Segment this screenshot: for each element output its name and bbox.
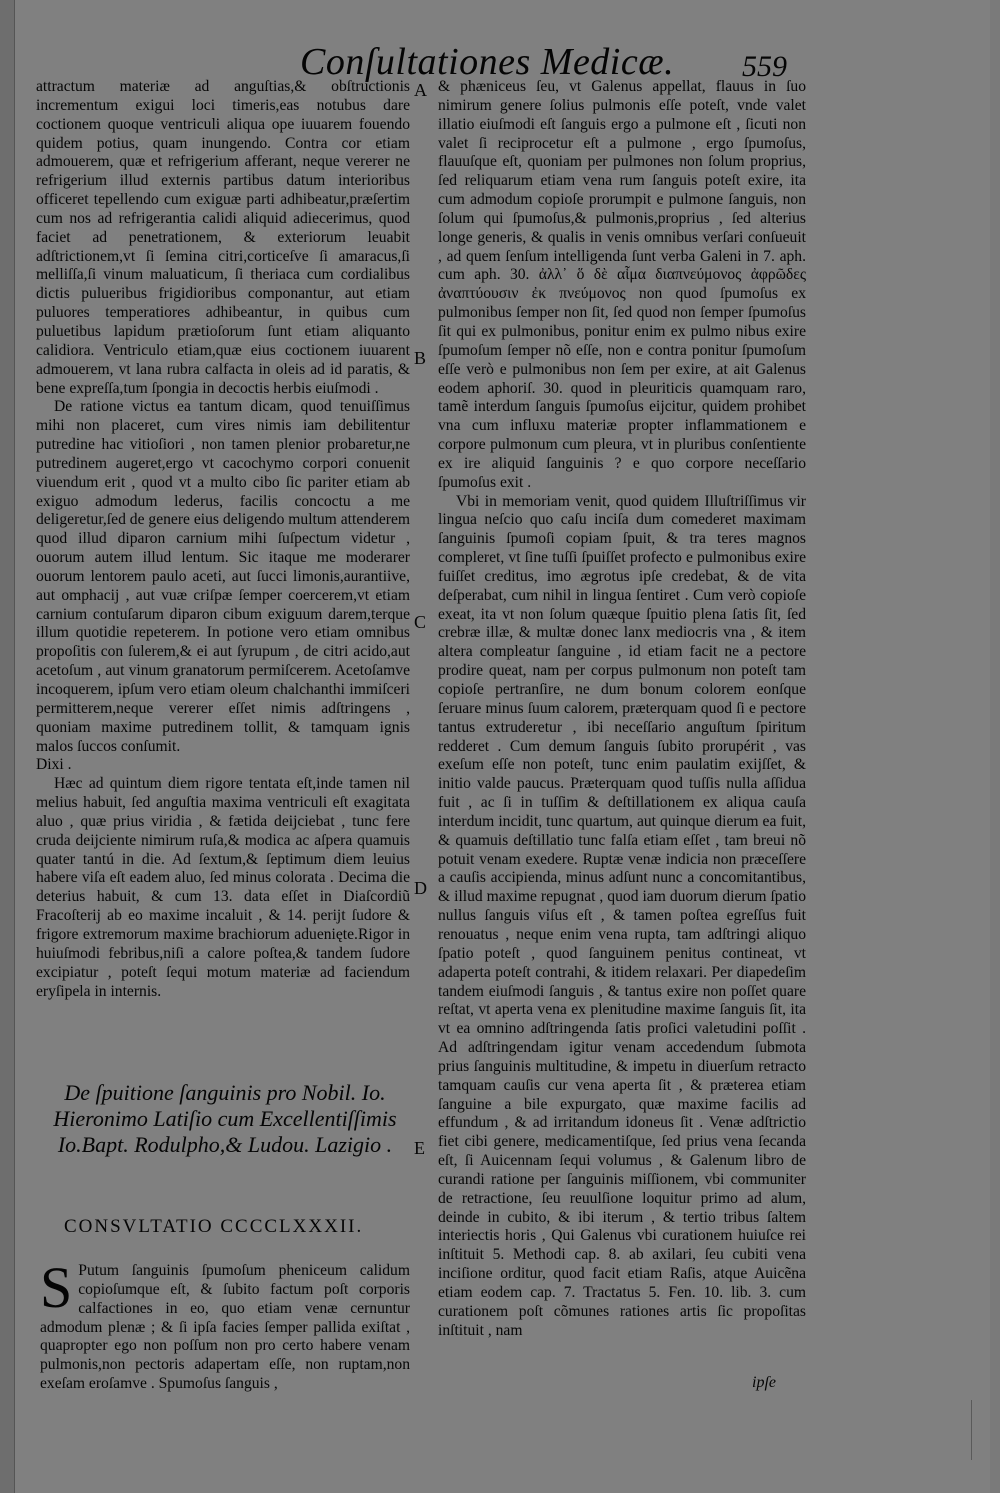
left-paragraph: attractum materiæ ad anguſtias,& obſtructionis incrementum exigui loci timeris,eas notubus dare coctionem quoque ventriculi aliqua ope iuuarem fouendo quidem potius, quam inungendo. Contra cor etiam admouerem, quæ et refrigerium afferant, neque vererer ne refrigerium illud externis partibus datum interioribus officeret tepellendo cum exiguæ parti adhibeatur,præſertim cum nos ad refrigerantia calidi aliquid adiecerimus, quod faciet ad penetrationem, & exteriorum leuabit adſtrictionem,vt ſi ſemina citri,corticeſve ſi amaracus,ſi melliſſa,ſi vinum maluaticum, ſi theriaca cum cordialibus dictis pulueribus frigidioribus componantur, aut etiam puluores temperatiores adhibeantur, in quibus cum puluetibus lapidum prætioſorum ſunt etiam aliquanto calidiora. Ventriculo etiam,quæ eius coctionem iuuarent admouerem, vt lana rubra calfacta in oleis ad id paratis, & bene expreſſa,tum ſpongia in decoctis herbis eiuſmodi . [36,78,410,397]
catchword: ipſe [752,1374,776,1391]
margin-marker-c: C [414,612,427,632]
consultation-opening [40,1255,410,1394]
margin-marker-b: B [414,348,427,368]
left-paragraph: Dixi . [36,756,72,774]
margin-marker-d: D [414,878,427,898]
margin-marker-e: E [414,1138,425,1158]
right-paragraph: Vbi in memoriam venit, quod quidem Illuſtriſſimus vir lingua neſcio quo caſu inciſa dum comederet maximam ſanguinis ſpumoſi copiam ſpuit, & tra teres magnos compleret, vt ſine tuſſi ſpuiſſet profecto e pulmonibus exire fuiſſet creditus, imo ægrotus ipſe credebat, & de vita deſperabat, cum nihil in lingua ſentiret . Cum verò copioſe exeat, ita vt non ſolum quæque ſpuitio plena ſatis ſit, ſed crebræ illæ, & multæ donec lanx mediocris vna , & item altera compleatur ſanguine , id etiam facit ne a pectore prodire queat, nam per corpus pulmonum non poteſt tam copioſe pertranſire, ne dum bonum colorem eonſque ſeruare minus ſuum calorem, præterquam quod ſi e pectore tantus extruderetur , ibi neceſſario anguſtum ſpiritum redderet . Cum demum ſanguis ſubito prorupérit , vas exeſum eſſe non poteſt, tunc enim paulatim exijſſet, & initio valde paucus. Præterquam quod tuſſis nulla aſſidua fuit , ac ſi in tuſſim & deſtillationem ex aliqua cauſa interdum incidit, tunc quartum, aut quinque dierum ea fuit, & quamuis deſtillatio tunc falſa etiam eſſet , tam breui nõ potuit venam exedere. Ruptæ venæ indicia non præceſſere a cauſis accipienda, minus adſunt nunc a concomitantibus, & illud maxime repugnat , quod iam duorum dierum ſpatio nullus ſanguis viſus eſt , & tamen poſtea egreſſus fuit renouatus , neque enim vena rupta, tam adſtringi aliquo ſpatio poteſt , quod ſanguinem penitus contineat, vt adaperta poteſt contrahi, & itidem relaxari. Per diapedeſim tandem eiuſmodi ſanguis , & tantus exire non poſſet quare reſtat, vt aperta vena ex plenitudine maxime ſanguis ſit, ita vt ea omnino adſtringenda ſatis proſici valetudini poſſit . Ad adſtringendam igitur venam accedendum ſubmota prius ſanguinis multitudine, & impetu in diuerſum retracto tamquam cauſis cur vena aperta ſit , & præterea etiam ſanguine a bile expurgato, quæ maxime facilis ad effundum , & ad irritandum idoneus ſit . Venæ adſtrictio fiet cibi genere, medicamentiſque, ſed prius vena ſecanda eſt, ſi Auicennam ſequi volumus , & Galenum libro de curandi ratione per ſanguinis miſſionem, vbi communiter de retractione, ſeu reuulſione loquitur primo ad alum, deinde in cubito, & ibi iterum , & tertio tribus ſaltem interiectis horis , Qui Galenus vbi curationem huiuſce rei inſtituit 5. Methodi cap. 8. ab axilari, ſeu cubiti vena inciſione orditur, quod facit etiam Raſis, atque Auicẽna etiam eodem cap. 7. Tractatus 5. Fen. 10. lib. 3. cum curationem poſt cõmunes rationes artis ſic propoſitas inſtituit , nam [438,492,806,1339]
left-paragraph: Hæc ad quintum diem rigore tentata eſt,inde tamen nil melius habuit, ſed anguſtia maxima ventriculi eſt exagitata aluo , quæ prius viridia , & fætida deijciebat , tunc fere cruda deijciente nimirum ruſa,& modica ac aſpera quamuis quater tantú in die. Ad ſextum,& ſeptimum diem leuius habere viſa eſt eadem aluo, ſed minus colorata . Decima die deterius habuit, & cum 13. data eſſet in Diaſcordiũ Fracoſterij ab eo maxime incaluit , & 14. perijt ſudore & frigore extremorum maxime brachiorum aduenięte.Rigor in huiuſmodi febribus,niſi a calore poſtea,& tandem ſudore excipiatur , poteſt ſequi motum materiæ ad faciendum eryſipela in internis. [36,775,410,1000]
section-title: De ſpuitione ſanguinis pro Nobil. Io. Hieronimo Latiſio cum Excellentiſſimis Io.Bapt. Rodulpho,& Ludou. Lazigio . [53,1080,397,1157]
page-edge-mark [971,1400,978,1460]
right-column [438,78,806,1341]
running-header: Conſultationes Medicæ. [300,41,675,83]
page-number: 559 [742,50,787,83]
opening-text: Putum ſanguinis ſpumoſum pheniceum calidum copioſumque eſt, & ſubito factum poſt corporis calfactiones in eo, quo etiam venæ cernuntur admodum plenæ ; & ſi ipſa facies ſemper pallida exiſtat , quapropter ego non poſſum non pro certo habere venam pulmonis,non pectoris adapertam eſſe, non ruptam,non exeſam eroſamve . Spumoſus ſanguis , [40,1262,410,1393]
consultation-heading: CONSVLTATIO CCCCLXXXII. [64,1216,364,1237]
drop-cap: S [40,1255,73,1320]
left-column [36,78,410,1001]
margin-marker-a: A [414,80,427,100]
right-paragraph: & phæniceus ſeu, vt Galenus appellat, flauus in ſuo nimirum genere ſolius pulmonis eſſe poteſt, vnde valet illatio eiuſmodi eſt ſanguis ergo a pulmone eſt , ſicuti non valet ſi reciprocetur eſt a pulmone , ergo ſpumoſus, flauuſque eſt, quoniam per pulmones non ſolum proprius, ſed reliquarum etiam vena rum ſanguis poteſt exire, ita cum admodum copioſe prorumpit e pulmone ſanguis, non ſolum qui ſpumoſus,& pulmonis,proprius , ſed alterius longe generis, & qualis in venis omnibus verſari conſueuit , ad quem ſenſum intelligenda ſunt verba Galeni in 7. aph. cum aph. 30. ἀλλ᾽ ὅ δὲ αἷμα διαπνεύμονος ἀφρῶδες ἀναπτύουσιν ἐκ πνεύμονος non quod ſpumoſus ex pulmonibus ſemper non ſit, ſed quod non ſemper ſpumoſus ſit qui ex pulmonibus, ponitur enim ex pulmo nibus exire ſpumoſum ſemper nõ eſſe, non e contra ponitur ſpumoſum eſſe verò e pulmonibus non ſem per exire, at ait Galenus eodem aphoriſ. 30. quod in pleuriticis quamquam raro, tamẽ interdum ſanguis ſpumoſus eijcitur, quidem prohibet vna cum influxu materiæ propter inflammationem e corpore pulmonum cum pleura, vt in pluribus conſentiente ex ire aliquid ſanguinis ? e quo corpore neceſſario ſpumoſus exit . [438,78,806,491]
left-paragraph: De ratione victus ea tantum dicam, quod tenuiſſimus mihi non placeret, cum vires nimis iam debilitentur putredine hac vitioſiori , non tamen plenior probaretur,ne putredinem augeret,ergo vt cacochymo corpori conuenit viuendum erit , quod vt a multo cibo ſic pariter etiam ab exiguo admodum lederus, facilis concoctu a me deligeretur,ſed de genere eius deligendo multum attenderem quod illud diparon carnium mihi ſuſpectum videtur , ouorum autem illud lentum. Sic itaque me moderarer ouorum lentorem paulo aceti, aut ſucci limonis,aurantiive, aut omphacij , aut vuæ criſpæ ſemper coercerem,vt etiam carnium contuſarum diparon cibum exiguum darem,terque illum quotidie repeterem. In potione vero etiam omnibus propoſitis con ſulerem,& ei aut ſyrupum , de citri acido,aut acetoſum , aut vinum granatorum permiſcerem. Acetoſamve incoquerem, ipſum vero etiam oleum chalchanthi immiſceri permitterem,neque vererer eſſet nimis adſtringens , quoniam maxime putredinem tollit, & tamquam ignis malos ſuccos conſumit. [36,398,410,755]
binding-gutter [0,0,15,1493]
page-edge [990,0,1000,1493]
